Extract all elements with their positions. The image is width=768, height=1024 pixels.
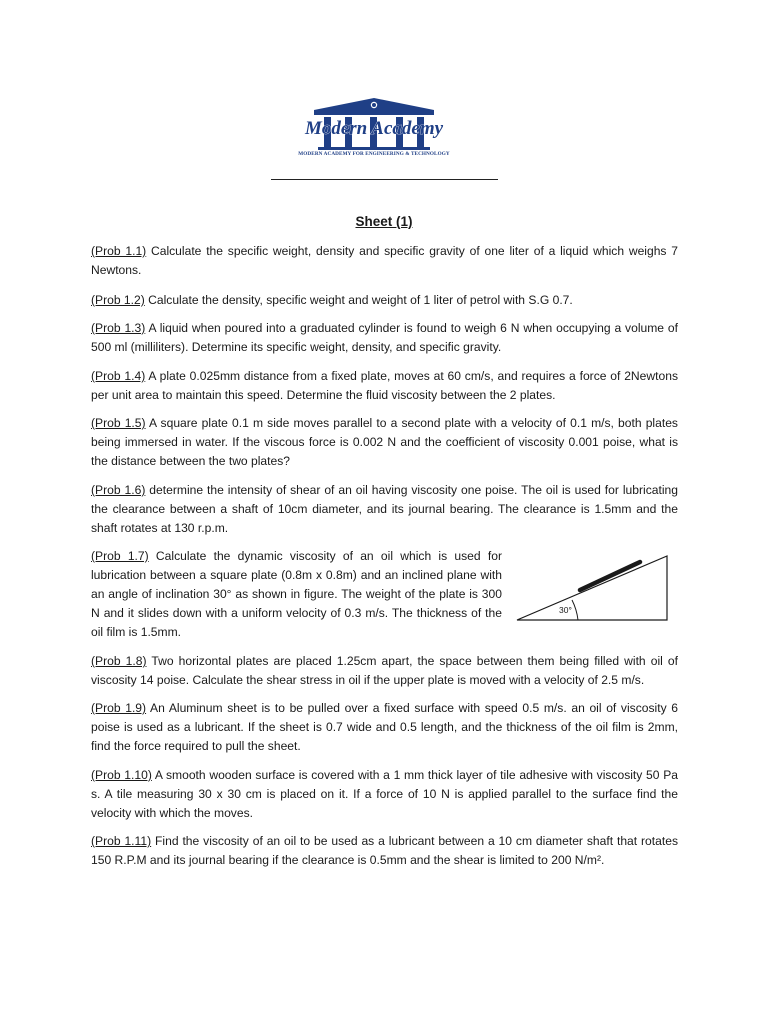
logo-wordmark: Modern Academy bbox=[304, 118, 444, 139]
problem-1-3 bbox=[91, 319, 678, 357]
inclined-plane-triangle bbox=[517, 556, 667, 620]
problem-text: A smooth wooden surface is covered with a 1 mm thick layer of tile adhesive with viscosity 50 Pa s. A tile measuring 30 x 30 cm is placed on it. If a force of 10 N is applied parallel to the surface find the velocity with which the moves. bbox=[91, 768, 678, 820]
problem-1-9 bbox=[91, 699, 678, 756]
problem-text: A plate 0.025mm distance from a fixed plate, moves at 60 cm/s, and requires a force of 2Newtons per unit area to maintain this speed. Determine the fluid viscosity between the 2 plates. bbox=[91, 369, 678, 402]
problem-text: Calculate the density, specific weight and weight of 1 liter of petrol with S.G 0.7. bbox=[144, 293, 573, 307]
problem-label: (Prob 1.8) bbox=[91, 654, 147, 668]
angle-label: 30° bbox=[559, 605, 572, 615]
problem-text: Find the viscosity of an oil to be used as a lubricant between a 10 cm diameter shaft that rotates 150 R.P.M and its journal bearing if the clearance is 0.5mm and the shear is limited to 200 N/m². bbox=[91, 834, 678, 867]
problem-text: Two horizontal plates are placed 1.25cm apart, the space between them being filled with oil of viscosity 14 poise. Calculate the shear stress in oil if the upper plate is moved with a velocity of 2.5 m/s. bbox=[91, 654, 678, 687]
problem-text: Calculate the dynamic viscosity of an oil which is used for lubrication between a square plate (0.8m x 0.8m) and an inclined plane with an angle of inclination 30° as shown in figure. The weight of the plate is 300 N and it slides down with a uniform velocity of 0.3 m/s. The thickness of the oil film is 1.5mm. bbox=[91, 549, 503, 639]
problem-label: (Prob 1.2) bbox=[91, 293, 145, 307]
sheet-title: Sheet (1) bbox=[355, 214, 413, 229]
problem-1-2 bbox=[91, 291, 678, 310]
problem-label: (Prob 1.5) bbox=[91, 416, 146, 430]
problem-1-5 bbox=[91, 414, 678, 471]
problem-label: (Prob 1.11) bbox=[91, 834, 152, 848]
problem-label: (Prob 1.3) bbox=[91, 321, 146, 335]
problem-text: A square plate 0.1 m side moves parallel to a second plate with a velocity of 0.1 m/s, both plates being immersed in water. If the viscous force is 0.002 N and the coefficient of viscosity 0.001 poise, what is the distance between the two plates? bbox=[91, 416, 678, 468]
problem-1-11 bbox=[91, 832, 678, 870]
problem-text: A liquid when poured into a graduated cylinder is found to weigh 6 N when occupying a volume of 500 ml (milliliters). Determine its specific weight, density, and specific gravity. bbox=[91, 321, 678, 354]
problem-1-4 bbox=[91, 367, 678, 405]
angle-arc bbox=[572, 600, 578, 620]
problem-1-8 bbox=[91, 652, 678, 690]
problem-text: Calculate the specific weight, density and specific gravity of one liter of a liquid which weighs 7 Newtons. bbox=[91, 244, 678, 277]
problem-1-6 bbox=[91, 481, 678, 538]
problem-label: (Prob 1.1) bbox=[91, 244, 147, 258]
problem-text: determine the intensity of shear of an oil having viscosity one poise. The oil is used for lubricating the clearance between a shaft of 10cm diameter, and its journal bearing. The clearance is 1.5mm and the shaft rotates at 130 r.p.m. bbox=[91, 483, 678, 535]
inclined-plane-figure bbox=[514, 552, 670, 624]
logo-subtitle: MODERN ACADEMY FOR ENGINEERING & TECHNOLOGY bbox=[298, 151, 450, 157]
problem-1-1 bbox=[91, 242, 678, 280]
problem-text: An Aluminum sheet is to be pulled over a fixed surface with speed 0.5 m/s. an oil of viscosity 6 poise is used as a lubricant. If the sheet is 0.7 wide and 0.5 length, and the thickness of the oil film is 2mm, find the force required to pull the sheet. bbox=[91, 701, 678, 753]
problem-label: (Prob 1.9) bbox=[91, 701, 147, 715]
problem-label: (Prob 1.10) bbox=[91, 768, 152, 782]
problem-1-7 bbox=[91, 547, 502, 642]
header-divider bbox=[271, 179, 498, 180]
problem-label: (Prob 1.6) bbox=[91, 483, 146, 497]
sliding-plate bbox=[580, 562, 640, 590]
problem-label: (Prob 1.7) bbox=[91, 549, 149, 563]
problem-label: (Prob 1.4) bbox=[91, 369, 146, 383]
problem-1-10 bbox=[91, 766, 678, 823]
